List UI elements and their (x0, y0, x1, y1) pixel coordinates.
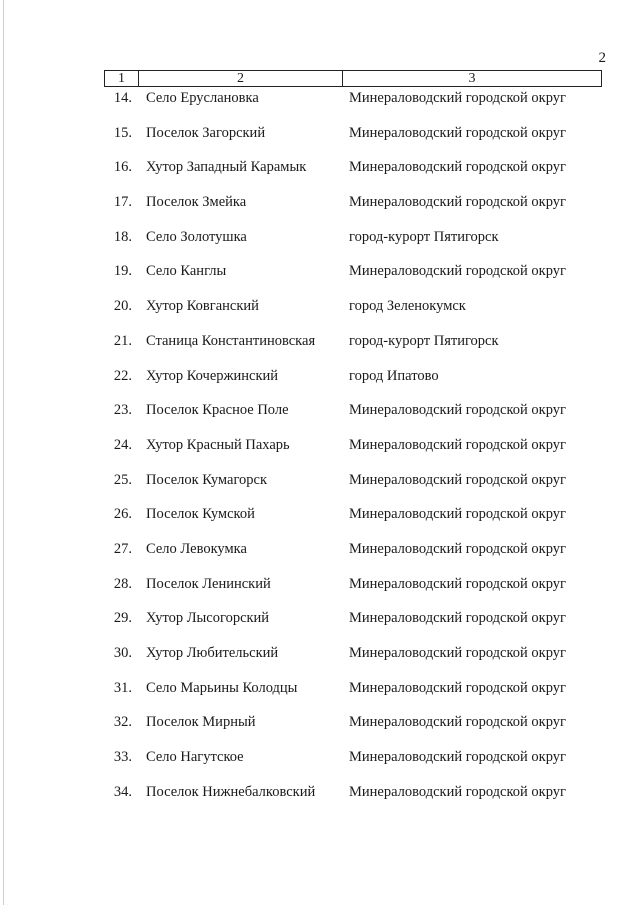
row-number: 32. (113, 714, 132, 731)
municipality: Минераловодский городской округ (349, 540, 566, 557)
page-number: 2 (598, 50, 606, 66)
settlement-name: Село Левокумка (146, 540, 247, 557)
settlement-list (0, 90, 640, 818)
table-row (0, 437, 640, 472)
settlement-name: Хутор Любительский (146, 645, 279, 661)
settlement-name: Село Марьины Колодцы (146, 679, 298, 696)
table-row (0, 90, 640, 125)
row-number: 15. (113, 124, 132, 141)
municipality: город-курорт Пятигорск (349, 332, 499, 349)
municipality: Минераловодский городской округ (349, 506, 566, 523)
settlement-name: Поселок Мирный (146, 714, 256, 731)
municipality: Минераловодский городской округ (349, 749, 566, 766)
settlement-name: Поселок Загорский (146, 124, 266, 141)
table-row (0, 576, 640, 611)
municipality: город-курорт Пятигорск (349, 228, 499, 245)
municipality: Минераловодский городской округ (349, 783, 566, 800)
table-row (0, 125, 640, 160)
table-row (0, 229, 640, 264)
settlement-name: Село Еруслановка (146, 90, 259, 106)
settlement-name: Поселок Ленинский (146, 575, 271, 592)
settlement-name: Хутор Кочержинский (146, 367, 279, 384)
table-row (0, 506, 640, 541)
settlement-name: Станица Константиновская (146, 332, 316, 349)
municipality: Минераловодский городской округ (349, 124, 566, 141)
settlement-name: Хутор Красный Пахарь (146, 436, 290, 453)
table-row (0, 714, 640, 749)
municipality: Минераловодский городской округ (349, 90, 566, 106)
table-row (0, 541, 640, 576)
municipality: Минераловодский городской округ (349, 436, 566, 453)
row-number: 14. (113, 90, 132, 106)
row-number: 34. (113, 783, 132, 800)
municipality: Минераловодский городской округ (349, 575, 566, 592)
row-number: 33. (113, 749, 132, 766)
table-row (0, 298, 640, 333)
table-row (0, 749, 640, 784)
municipality: Минераловодский городской округ (349, 471, 566, 488)
table-row (0, 368, 640, 403)
settlement-name: Хутор Западный Карамык (146, 159, 307, 176)
municipality: город Ипатово (349, 367, 439, 384)
row-number: 24. (113, 436, 132, 453)
table-row (0, 610, 640, 645)
row-number: 30. (113, 645, 132, 661)
table-row (0, 680, 640, 715)
row-number: 21. (113, 332, 132, 349)
row-number: 23. (113, 402, 132, 419)
header-col-1: 1 (105, 71, 139, 86)
municipality: Минераловодский городской округ (349, 263, 566, 280)
table-row (0, 263, 640, 298)
settlement-name: Поселок Змейка (146, 194, 247, 211)
municipality: Минераловодский городской округ (349, 714, 566, 731)
header-col-3: 3 (468, 71, 476, 86)
table-row (0, 472, 640, 507)
settlement-name: Село Нагутское (146, 749, 244, 766)
row-number: 22. (113, 367, 132, 384)
municipality: Минераловодский городской округ (349, 645, 566, 661)
row-number: 20. (113, 298, 132, 315)
row-number: 18. (113, 228, 132, 245)
table-row (0, 645, 640, 680)
settlement-name: Поселок Кумагорск (146, 471, 268, 488)
row-number: 25. (113, 471, 132, 488)
row-number: 26. (113, 506, 132, 523)
settlement-name: Поселок Красное Поле (146, 402, 289, 419)
municipality: Минераловодский городской округ (349, 679, 566, 696)
table-row (0, 402, 640, 437)
row-number: 29. (113, 610, 132, 627)
row-number: 31. (113, 679, 132, 696)
settlement-name: Хутор Лысогорский (146, 610, 270, 627)
settlement-name: Хутор Ковганский (146, 298, 259, 315)
municipality: Минераловодский городской округ (349, 159, 566, 176)
row-number: 27. (113, 540, 132, 557)
municipality: город Зеленокумск (349, 298, 466, 315)
settlement-name: Поселок Нижнебалковский (146, 783, 316, 800)
header-col-2: 2 (139, 71, 343, 86)
settlement-name: Село Золотушка (146, 228, 247, 245)
row-number: 16. (113, 159, 132, 176)
municipality: Минераловодский городской округ (349, 402, 566, 419)
row-number: 28. (113, 575, 132, 592)
table-row (0, 159, 640, 194)
row-number: 17. (113, 194, 132, 211)
municipality: Минераловодский городской округ (349, 194, 566, 211)
row-number: 19. (113, 263, 132, 280)
settlement-name: Село Канглы (146, 263, 227, 280)
settlement-name: Поселок Кумской (146, 506, 255, 523)
table-row (0, 784, 640, 819)
table-header (104, 70, 602, 87)
table-row (0, 194, 640, 229)
table-row (0, 333, 640, 368)
municipality: Минераловодский городской округ (349, 610, 566, 627)
